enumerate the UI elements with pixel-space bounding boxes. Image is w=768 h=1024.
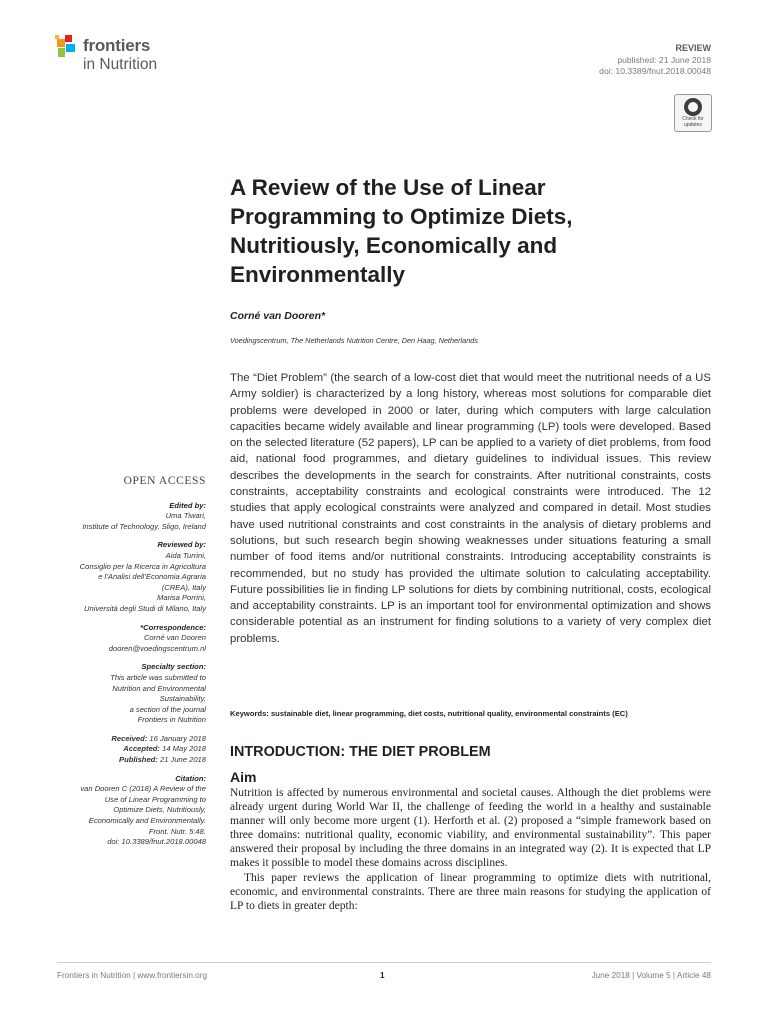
author-name[interactable]: Corné van Dooren* bbox=[230, 310, 326, 322]
citation-line: Economically and Environmentally. bbox=[88, 816, 206, 826]
specialty-line: This article was submitted to bbox=[110, 672, 206, 682]
reviewer-line: e l’Analisi dell’Economia Agraria bbox=[98, 572, 206, 582]
citation-label: Citation: bbox=[175, 773, 206, 783]
page-number: 1 bbox=[380, 971, 385, 980]
logo-wordmark: frontiers bbox=[83, 36, 151, 55]
specialty-line: a section of the journal bbox=[129, 704, 206, 714]
specialty-line: Nutrition and Environmental bbox=[112, 683, 206, 693]
author-affiliation: Voedingscentrum, The Netherlands Nutrition Centre, Den Haag, Netherlands bbox=[230, 336, 478, 345]
article-meta bbox=[599, 43, 711, 78]
published-label: Published: bbox=[119, 755, 158, 765]
published-date: published: 21 June 2018 bbox=[617, 54, 711, 65]
keywords-list: sustainable diet, linear programming, diet costs, nutritional quality, environmental constraints (EC) bbox=[270, 709, 628, 718]
accepted-date: 14 May 2018 bbox=[162, 744, 206, 754]
editor-name: Uma Tiwari, bbox=[165, 511, 206, 521]
bookmark-check-icon bbox=[684, 98, 702, 116]
reviewed-by-label: Reviewed by: bbox=[157, 540, 206, 550]
article-title: A Review of the Use of Linear Programming to Optimize Diets, Nutritiously, Economically and Environmentally bbox=[230, 175, 573, 287]
subsection-heading: Aim bbox=[230, 769, 257, 785]
received-date: 16 January 2018 bbox=[149, 733, 206, 743]
accepted-label: Accepted: bbox=[123, 744, 160, 754]
reviewer-line: (CREA), Italy bbox=[161, 582, 206, 592]
correspondence-label: *Correspondence: bbox=[140, 622, 206, 632]
citation-line: Optimize Diets, Nutritiously, bbox=[113, 805, 206, 815]
reviewer-line: Marisa Porrini, bbox=[157, 593, 206, 603]
specialty-section-label: Specialty section: bbox=[141, 662, 206, 672]
editor-affiliation: Institute of Technology, Sligo, Ireland bbox=[82, 521, 206, 531]
citation-doi[interactable]: doi: 10.3389/fnut.2018.00048 bbox=[107, 837, 206, 847]
reviewer-line: Consiglio per la Ricerca in Agricoltura bbox=[79, 561, 206, 571]
check-for-updates-button[interactable] bbox=[674, 94, 712, 132]
article-type: REVIEW bbox=[675, 43, 711, 53]
citation-line: van Dooren C (2018) A Review of the bbox=[80, 784, 206, 794]
received-label: Received: bbox=[111, 733, 148, 743]
footer-issue-info: June 2018 | Volume 5 | Article 48 bbox=[591, 971, 711, 980]
keywords-label: Keywords: bbox=[230, 709, 269, 718]
open-access-label: OPEN ACCESS bbox=[123, 475, 206, 487]
citation-line: Front. Nutr. 5:48. bbox=[148, 826, 206, 836]
body-paragraph: Nutrition is affected by numerous environmental and societal causes. Although the diet problems were already urgent during World War II, the challenge of feeding the world in a healthy and sustainable manner will only become more urgent (1). Herforth et al. (2) proposed a “simple framework based on three domains: nutritional quality, economic viability, and environmental sustainability”. This paper answered their proposal by including the three domains in an integrated way (2). It is expected that LP makes it possible to model these domains across disciplines. bbox=[230, 787, 711, 870]
edited-by-label: Edited by: bbox=[169, 500, 206, 510]
abstract: The “Diet Problem” (the search of a low-cost diet that would meet the nutritional needs of a US Army soldier) is characterized by a long history, whereas most solutions for comparable diet problems were developed in 2000 or later, during which computers with large calculation capacities became widely available and linear programming (LP) tools were developed. Based on the selected literature (52 papers), LP can be applied to a variety of diet problems, from food aid, national food programmes, and dietary guidelines to individual issues. This review describes the developments in the search for constraints. After nutritional constraints, costs constraints, acceptability constraints and ecological constraints were introduced. The 12 studies that apply ecological constraints were analyzed and compared in detail. Most studies have used nutritional constraints and cost constraints in the analysis of dietary problems and solutions, but such research begin showing weaknesses under situations featuring a small number of food items and/or nutritional constraints. Introducing acceptability constraints is recommended, but no study has provided the ultimate solution to calculating acceptability. Future possibilities lie in finding LP solutions for diets by combining nutritional, costs, ecological and acceptability constraints. LP is an important tool for environmental optimization and shows considerable potential as an instrument for finding solutions to a variety of very complex diet problems. bbox=[230, 372, 712, 645]
footer-divider bbox=[57, 962, 711, 963]
citation-line: Use of Linear Programming to bbox=[104, 794, 206, 804]
keywords bbox=[230, 709, 711, 718]
section-heading: INTRODUCTION: THE DIET PROBLEM bbox=[230, 744, 491, 760]
check-for-updates-label: Check for updates bbox=[682, 116, 704, 128]
specialty-line: Frontiers in Nutrition bbox=[137, 715, 206, 725]
published-date-sidebar: 21 June 2018 bbox=[159, 755, 206, 765]
journal-logo[interactable] bbox=[55, 33, 195, 81]
reviewer-line: Aida Turrini, bbox=[165, 550, 206, 560]
reviewer-line: Università degli Studi di Milano, Italy bbox=[84, 603, 206, 613]
body-paragraph: This paper reviews the application of linear programming to optimize diets with nutritional, economic, and environmental constraints. There are three main reasons for studying the application of LP to diets in greater depth: bbox=[230, 871, 711, 912]
body-text bbox=[230, 786, 711, 913]
article-doi[interactable]: doi: 10.3389/fnut.2018.00048 bbox=[599, 66, 711, 76]
specialty-line: Sustainability, bbox=[159, 694, 206, 704]
footer-journal-link[interactable]: Frontiers in Nutrition | www.frontiersin.org bbox=[57, 971, 208, 980]
sidebar-metadata bbox=[46, 476, 206, 848]
dates-block bbox=[46, 734, 206, 766]
logo-journal-name: in Nutrition bbox=[83, 56, 158, 73]
correspondence-name: Corné van Dooren bbox=[143, 633, 206, 643]
correspondence-email[interactable]: dooren@voedingscentrum.nl bbox=[108, 643, 206, 653]
frontiers-logo-icon bbox=[55, 33, 79, 59]
